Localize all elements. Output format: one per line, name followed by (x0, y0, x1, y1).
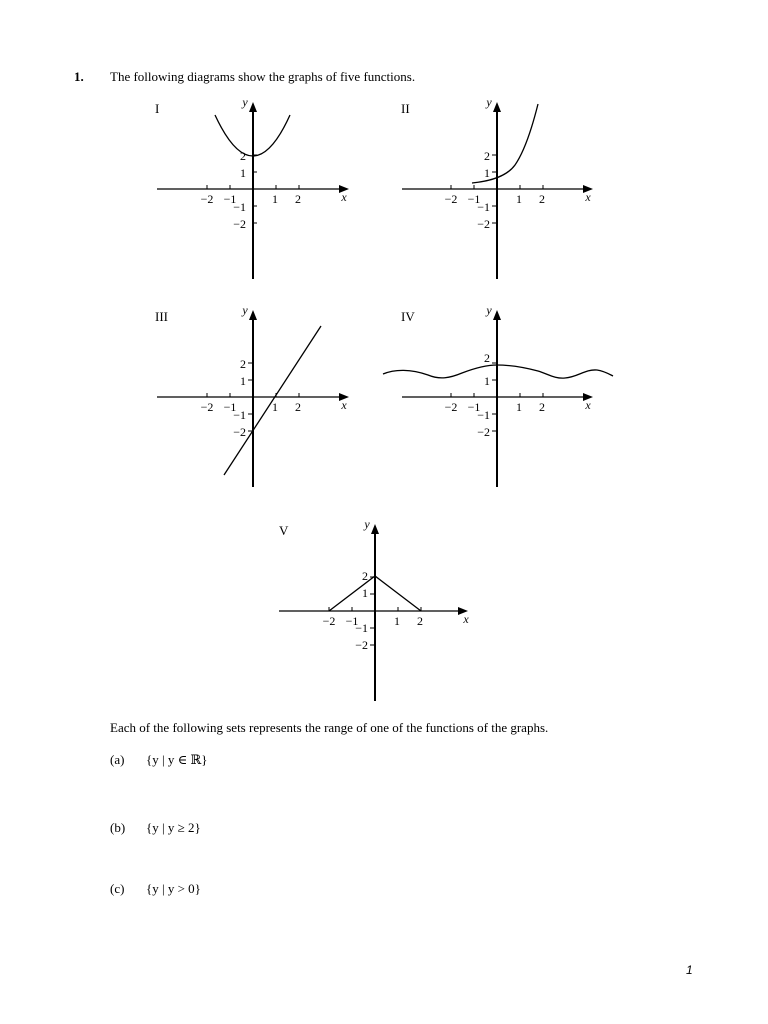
y-tick-label: 2 (240, 149, 246, 163)
page-number: 1 (686, 963, 693, 977)
part-b (110, 820, 201, 836)
graph-label: II (401, 101, 410, 116)
part-set: {y | y ∈ ℝ} (146, 752, 208, 767)
curve-linear (224, 326, 321, 475)
x-axis-label: x (341, 398, 347, 412)
y-tick-label: 1 (484, 374, 490, 388)
graph-iii (150, 304, 360, 494)
y-axis-arrow (249, 310, 257, 320)
tick-labels (201, 95, 348, 231)
graph-v (272, 518, 482, 708)
x-tick-label: −1 (467, 400, 481, 414)
x-tick-label: 2 (417, 614, 423, 628)
y-axis-arrow (493, 102, 501, 112)
graph-ii (396, 96, 606, 286)
y-tick-label: −1 (355, 621, 368, 635)
graph-label: III (155, 309, 168, 324)
x-tick-label: −1 (467, 192, 481, 206)
x-tick-label: 1 (516, 192, 522, 206)
x-tick-label: −2 (322, 614, 336, 628)
y-tick-label: 2 (484, 351, 490, 365)
y-tick-label: −1 (477, 408, 490, 422)
y-tick-label: −1 (233, 408, 246, 422)
x-tick-label: −2 (444, 400, 458, 414)
x-tick-label: 2 (539, 192, 545, 206)
x-tick-label: −2 (200, 192, 214, 206)
part-label: (a) (110, 752, 125, 767)
part-c (110, 881, 201, 897)
y-tick-label: 1 (362, 586, 368, 600)
y-axis-arrow (371, 524, 379, 534)
y-tick-label: −2 (355, 638, 368, 652)
x-tick-label: −2 (200, 400, 214, 414)
y-tick-label: −2 (233, 217, 246, 231)
y-tick-label: 2 (240, 357, 246, 371)
question-number: 1. (74, 69, 84, 84)
x-axis-label: x (585, 190, 591, 204)
x-tick-label: 2 (295, 192, 301, 206)
y-tick-label: 1 (240, 374, 246, 388)
y-axis-label: y (486, 95, 492, 109)
x-tick-label: 1 (516, 400, 522, 414)
question-text: The following diagrams show the graphs of five functions. (110, 69, 416, 84)
y-tick-label: −1 (233, 200, 246, 214)
graph-iv (380, 304, 620, 494)
x-axis-label: x (463, 612, 469, 626)
tick-labels (323, 517, 470, 652)
y-tick-label: 1 (484, 166, 490, 180)
part-set: {y | y ≥ 2} (146, 820, 201, 835)
y-axis-label: y (242, 303, 248, 317)
x-tick-label: 1 (272, 400, 278, 414)
y-tick-label: −2 (477, 217, 490, 231)
y-axis-label: y (242, 95, 248, 109)
y-axis-arrow (493, 310, 501, 320)
x-tick-label: −1 (223, 400, 237, 414)
y-tick-label: −2 (233, 425, 246, 439)
y-axis-label: y (486, 303, 492, 317)
graph-label: I (155, 101, 160, 116)
part-a (110, 752, 208, 768)
x-tick-label: 1 (272, 192, 278, 206)
y-tick-label: −2 (477, 425, 490, 439)
graph-i (150, 96, 360, 286)
tick-labels (201, 303, 348, 439)
x-tick-label: −1 (345, 614, 359, 628)
y-axis-arrow (249, 102, 257, 112)
curve-exponential (472, 104, 538, 183)
y-axis-label: y (364, 517, 370, 531)
x-tick-label: 2 (539, 400, 545, 414)
tick-labels (445, 95, 592, 231)
x-tick-label: −1 (223, 192, 237, 206)
graph-label: IV (401, 309, 415, 324)
y-tick-label: 1 (240, 166, 246, 180)
part-label: (c) (110, 881, 125, 896)
x-tick-label: −2 (444, 192, 458, 206)
y-tick-label: 2 (362, 569, 368, 583)
part-set: {y | y > 0} (146, 881, 201, 896)
intro-text: Each of the following sets represents the range of one of the functions of the graphs. (110, 720, 549, 735)
graph-label: V (279, 523, 289, 538)
y-tick-label: −1 (477, 200, 490, 214)
y-tick-label: 2 (484, 149, 490, 163)
x-tick-label: 2 (295, 400, 301, 414)
part-label: (b) (110, 820, 126, 835)
x-axis-label: x (341, 190, 347, 204)
x-axis-label: x (585, 398, 591, 412)
x-tick-label: 1 (394, 614, 400, 628)
